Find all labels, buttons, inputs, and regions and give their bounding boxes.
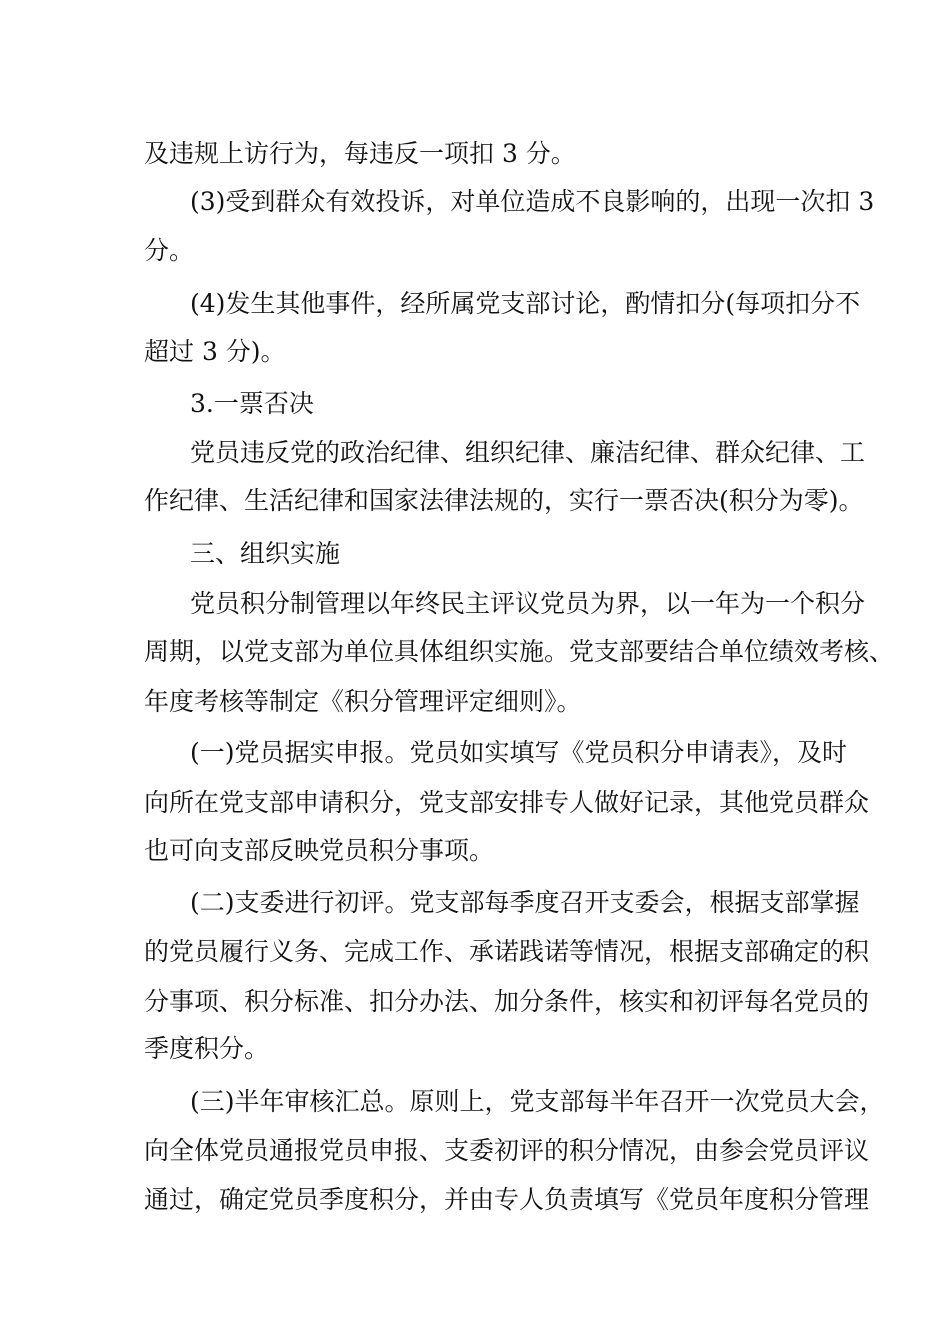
paragraph-line: (4)发生其他事件，经所属党支部讨论，酌情扣分(每项扣分不 <box>190 289 861 318</box>
paragraph-line: 党员积分制管理以年终民主评议党员为界，以一年为一个积分 <box>190 589 866 618</box>
section-heading: 三、组织实施 <box>190 539 341 568</box>
paragraph-line: 党员违反党的政治纪律、组织纪律、廉洁纪律、群众纪律、工 <box>190 438 866 467</box>
section-heading: 3.一票否决 <box>190 389 314 418</box>
paragraph-line: 季度积分。 <box>144 1034 270 1063</box>
paragraph-line: 的党员履行义务、完成工作、承诺践诺等情况，根据支部确定的积 <box>144 937 870 966</box>
paragraph-line: (一)党员据实申报。党员如实填写《党员积分申请表》，及时 <box>190 738 848 767</box>
paragraph-line: 向所在党支部申请积分，党支部安排专人做好记录，其他党员群众 <box>144 788 870 817</box>
paragraph-line: (二)支委进行初评。党支部每季度召开支委会，根据支部掌握 <box>190 888 860 917</box>
paragraph-line: 也可向支部反映党员积分事项。 <box>144 836 495 865</box>
paragraph-line: 分。 <box>144 236 195 265</box>
paragraph-line: (3)受到群众有效投诉，对单位造成不良影响的，出现一次扣 3 <box>190 187 875 216</box>
paragraph-line: (三)半年审核汇总。原则上，党支部每半年召开一次党员大会， <box>190 1087 885 1116</box>
paragraph-line: 通过，确定党员季度积分，并由专人负责填写《党员年度积分管理 <box>144 1185 870 1214</box>
paragraph-line: 周期，以党支部为单位具体组织实施。党支部要结合单位绩效考核、 <box>144 637 895 666</box>
paragraph-line: 及违规上访行为，每违反一项扣 3 分。 <box>144 139 576 168</box>
paragraph-line: 向全体党员通报党员申报、支委初评的积分情况，由参会党员评议 <box>144 1136 870 1165</box>
paragraph-line: 年度考核等制定《积分管理评定细则》。 <box>144 687 582 716</box>
paragraph-line: 超过 3 分)。 <box>144 337 286 366</box>
paragraph-line: 作纪律、生活纪律和国家法律法规的，实行一票否决(积分为零)。 <box>144 486 864 515</box>
paragraph-line: 分事项、积分标准、扣分办法、加分条件，核实和初评每名党员的 <box>144 987 870 1016</box>
